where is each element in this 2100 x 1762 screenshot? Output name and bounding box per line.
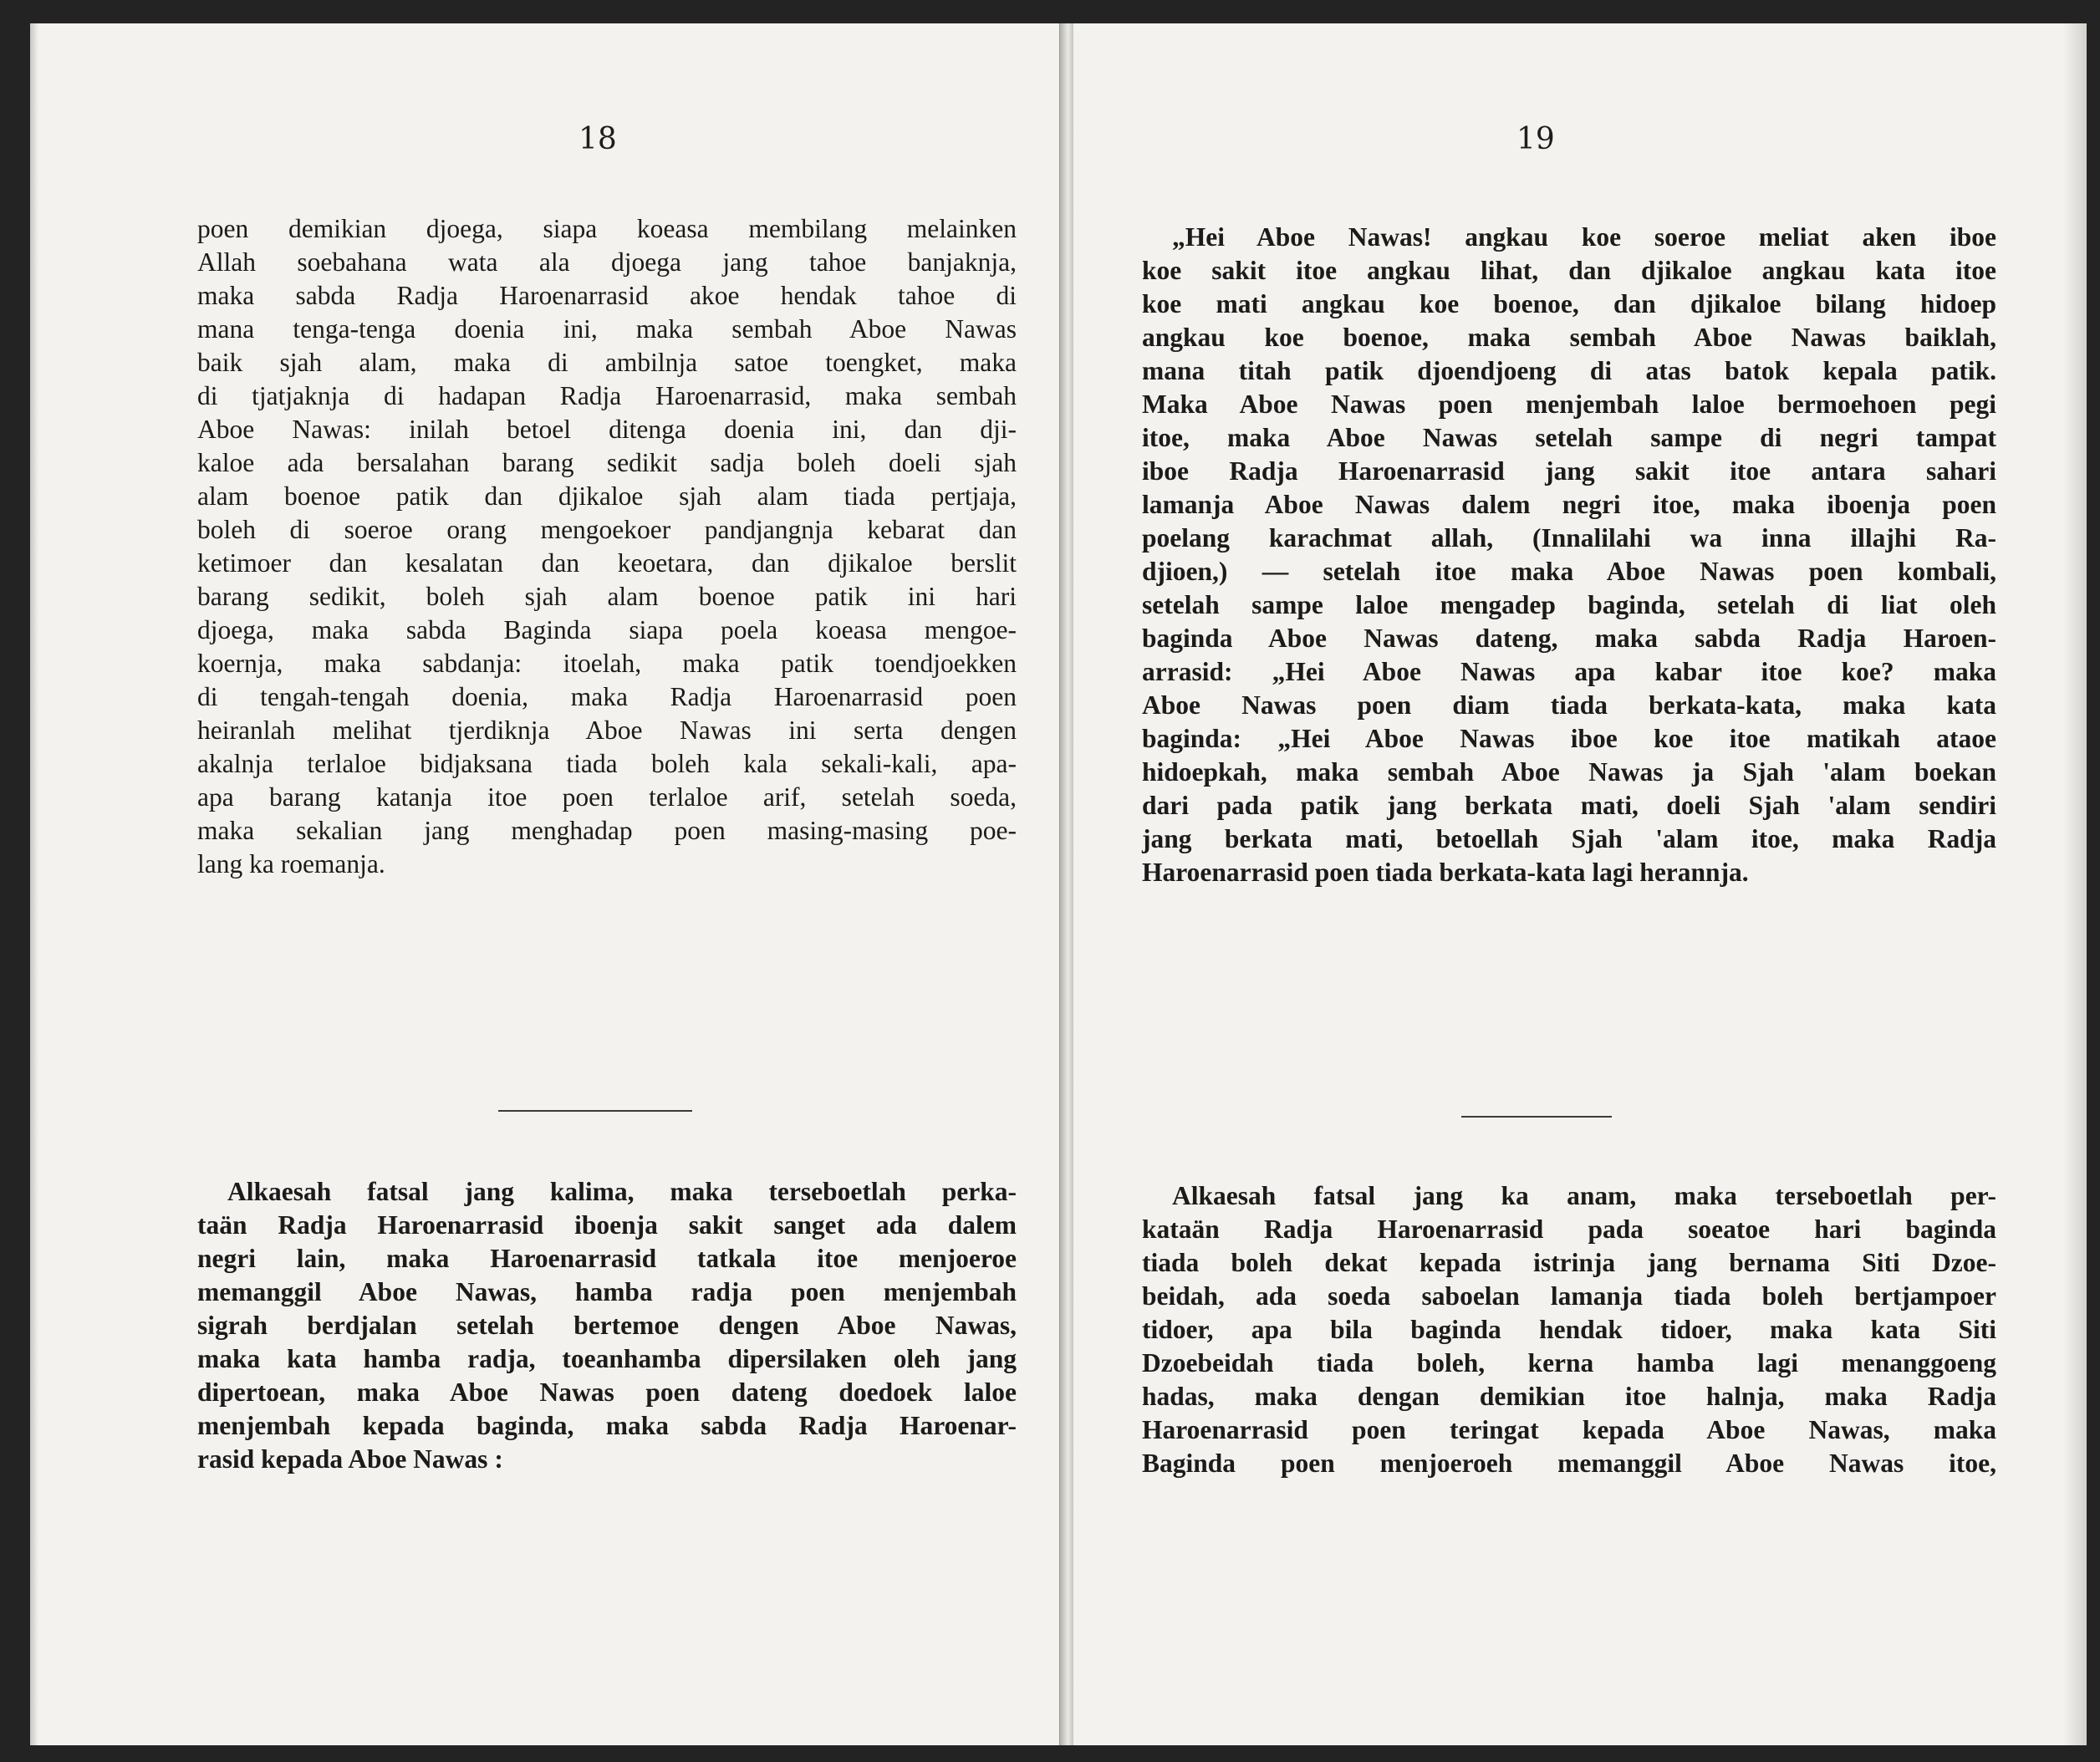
text-line: djioen,) — setelah itoe maka Aboe Nawas poen kombali,	[1142, 557, 1996, 586]
text-line: memanggil Aboe Nawas, hamba radja poen menjembah	[197, 1277, 1017, 1306]
text-line: rasid kepada Aboe Nawas :	[197, 1444, 503, 1474]
text-line: djoega, maka sabda Baginda siapa poela koeasa mengoe-	[197, 615, 1017, 644]
text-line: barang sedikit, boleh sjah alam boenoe patik ini hari	[197, 582, 1017, 611]
text-line: Aboe Nawas: inilah betoel ditenga doenia ini, dan dji-	[197, 415, 1017, 444]
text-line: lamanja Aboe Nawas dalem negri itoe, maka iboenja poen	[1142, 490, 1996, 519]
text-line: taän Radja Haroenarrasid iboenja sakit sanget ada dalem	[197, 1210, 1017, 1240]
paragraph	[1142, 221, 1996, 889]
text-line: arrasid: „Hei Aboe Nawas apa kabar itoe koe? maka	[1142, 657, 1996, 686]
book-gutter	[1060, 23, 1073, 1745]
text-line: Allah soebahana wata ala djoega jang tahoe banjaknja,	[197, 247, 1017, 277]
text-line: poelang karachmat allah, (Innalilahi wa inna illajhi Ra-	[1142, 523, 1996, 553]
text-line: koe sakit itoe angkau lihat, dan djikaloe angkau kata itoe	[1142, 256, 1996, 285]
text-line: „Hei Aboe Nawas! angkau koe soeroe meliat aken iboe	[1172, 222, 1996, 252]
right-page	[1073, 23, 2087, 1745]
text-line: koe mati angkau koe boenoe, dan djikaloe bilang hidoep	[1142, 289, 1996, 318]
text-line: kaloe ada bersalahan barang sedikit sadja boleh doeli sjah	[197, 448, 1017, 477]
text-line: baginda Aboe Nawas dateng, maka sabda Radja Haroen-	[1142, 624, 1996, 653]
text-line: maka sekalian jang menghadap poen masing-masing poe-	[197, 816, 1017, 845]
text-line: ketimoer dan kesalatan dan keoetara, dan djikaloe berslit	[197, 548, 1017, 578]
text-line: maka kata hamba radja, toeanhamba dipersilaken oleh jang	[197, 1344, 1017, 1373]
text-line: sigrah berdjalan setelah bertemoe dengen Aboe Nawas,	[197, 1311, 1017, 1340]
text-line: jang berkata mati, betoellah Sjah 'alam itoe, maka Radja	[1142, 824, 1996, 853]
section-divider	[498, 1110, 692, 1112]
text-line: alam boenoe patik dan djikaloe sjah alam tiada pertjaja,	[197, 481, 1017, 511]
text-line: maka sabda Radja Haroenarrasid akoe hendak tahoe di	[197, 281, 1017, 310]
text-line: apa barang katanja itoe poen terlaloe arif, setelah soeda,	[197, 782, 1017, 812]
section-divider	[1461, 1116, 1612, 1118]
text-line: Alkaesah fatsal jang ka anam, maka terseboetlah per-	[1172, 1181, 1996, 1210]
paragraph	[1142, 1179, 1996, 1480]
text-line: menjembah kepada baginda, maka sabda Radja Haroenar-	[197, 1411, 1017, 1440]
text-line: di tengah-tengah doenia, maka Radja Haroenarrasid poen	[197, 682, 1017, 711]
paragraph	[197, 1175, 1017, 1476]
page-number: 18	[579, 122, 617, 156]
text-line: tidoer, apa bila baginda hendak tidoer, maka kata Siti	[1142, 1315, 1996, 1344]
text-line: Baginda poen menjoeroeh memanggil Aboe Nawas itoe,	[1142, 1449, 1996, 1478]
text-line: Aboe Nawas poen diam tiada berkata-kata, maka kata	[1142, 690, 1996, 720]
text-line: itoe, maka Aboe Nawas setelah sampe di negri tampat	[1142, 423, 1996, 452]
text-line: iboe Radja Haroenarrasid jang sakit itoe antara sahari	[1142, 456, 1996, 486]
text-line: Alkaesah fatsal jang kalima, maka terseboetlah perka-	[227, 1177, 1017, 1206]
text-line: dipertoean, maka Aboe Nawas poen dateng doedoek laloe	[197, 1378, 1017, 1407]
text-line: setelah sampe laloe mengadep baginda, setelah di liat oleh	[1142, 590, 1996, 619]
text-line: Dzoebeidah tiada boleh, kerna hamba lagi menanggoeng	[1142, 1348, 1996, 1378]
text-line: boleh di soeroe orang mengoekoer pandjangnja kebarat dan	[197, 515, 1017, 544]
text-line: lang ka roemanja.	[197, 849, 385, 878]
text-line: hadas, maka dengan demikian itoe halnja, maka Radja	[1142, 1382, 1996, 1411]
text-line: baginda: „Hei Aboe Nawas iboe koe itoe matikah ataoe	[1142, 724, 1996, 753]
text-line: heiranlah melihat tjerdiknja Aboe Nawas ini serta dengen	[197, 715, 1017, 745]
text-line: Haroenarrasid poen teringat kepada Aboe Nawas, maka	[1142, 1415, 1996, 1444]
text-line: beidah, ada soeda saboelan lamanja tiada boleh bertjampoer	[1142, 1281, 1996, 1311]
left-page	[30, 23, 1060, 1745]
page-number: 19	[1516, 122, 1555, 156]
text-line: dari pada patik jang berkata mati, doeli Sjah 'alam sendiri	[1142, 791, 1996, 820]
text-line: Maka Aboe Nawas poen menjembah laloe bermoehoen pegi	[1142, 390, 1996, 419]
text-line: akalnja terlaloe bidjaksana tiada boleh kala sekali-kali, apa-	[197, 749, 1017, 778]
paragraph	[197, 212, 1017, 881]
text-line: di tjatjaknja di hadapan Radja Haroenarrasid, maka sembah	[197, 381, 1017, 410]
text-line: mana tenga-tenga doenia ini, maka sembah Aboe Nawas	[197, 314, 1017, 344]
text-line: angkau koe boenoe, maka sembah Aboe Nawas baiklah,	[1142, 323, 1996, 352]
text-line: kataän Radja Haroenarrasid pada soeatoe hari baginda	[1142, 1215, 1996, 1244]
text-line: Haroenarrasid poen tiada berkata-kata lagi herannja.	[1142, 858, 1749, 887]
text-line: hidoepkah, maka sembah Aboe Nawas ja Sjah 'alam boekan	[1142, 757, 1996, 787]
text-line: negri lain, maka Haroenarrasid tatkala itoe menjoeroe	[197, 1244, 1017, 1273]
text-line: tiada boleh dekat kepada istrinja jang bernama Siti Dzoe-	[1142, 1248, 1996, 1277]
text-line: poen demikian djoega, siapa koeasa membilang melainken	[197, 214, 1017, 243]
text-line: mana titah patik djoendjoeng di atas batok kepala patik.	[1142, 356, 1996, 385]
text-line: koernja, maka sabdanja: itoelah, maka patik toendjoekken	[197, 649, 1017, 678]
text-line: baik sjah alam, maka di ambilnja satoe toengket, maka	[197, 348, 1017, 377]
